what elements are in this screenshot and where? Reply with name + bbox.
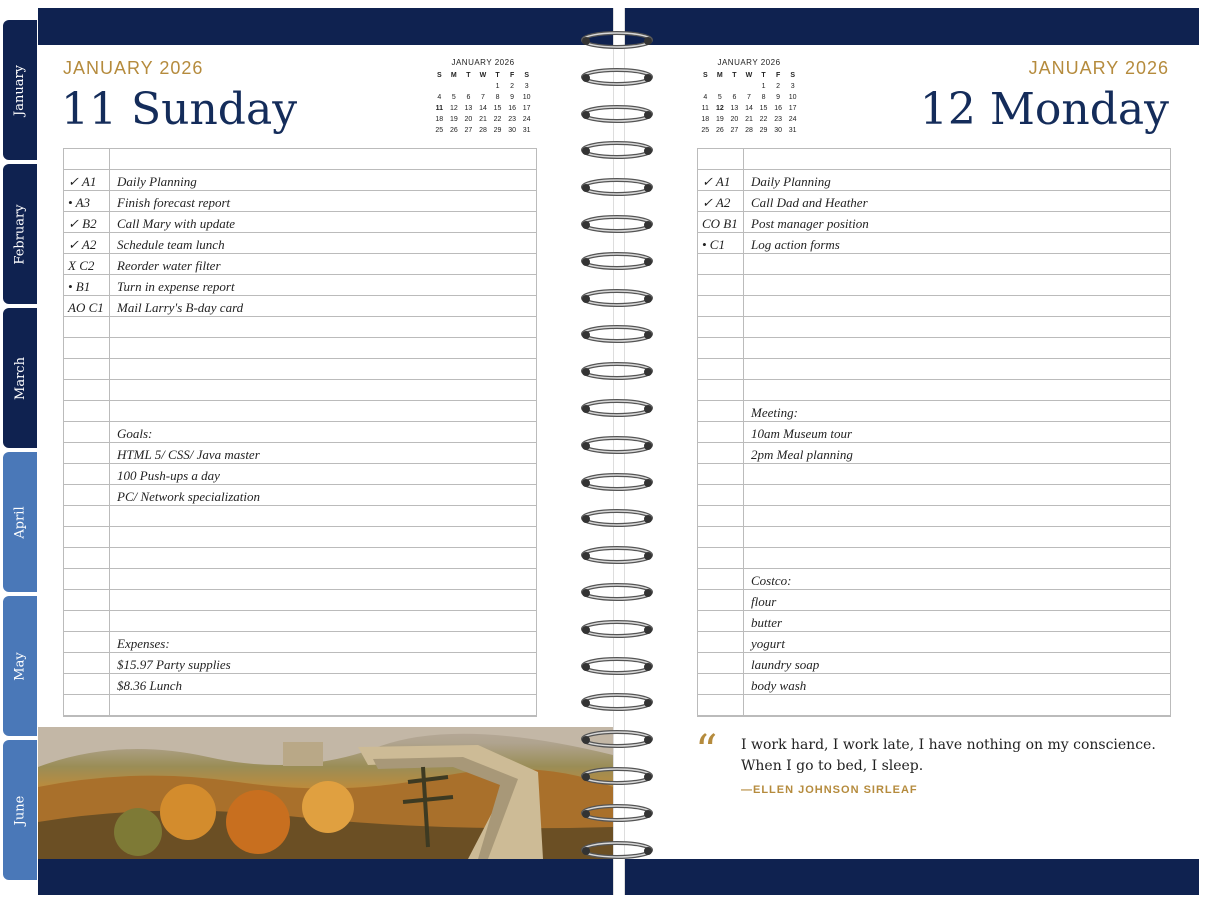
planner-entry — [64, 212, 536, 233]
calendar-day[interactable]: 7 — [747, 94, 751, 101]
spiral-ring — [578, 472, 656, 492]
entry-text: $15.97 Party supplies — [117, 657, 231, 672]
calendar-day[interactable]: 8 — [761, 94, 766, 101]
spiral-ring — [578, 582, 656, 602]
month-tab-march[interactable] — [3, 308, 37, 448]
weekday-label: M — [716, 72, 723, 79]
calendar-day[interactable]: 21 — [745, 116, 753, 123]
spiral-binding — [574, 30, 660, 870]
calendar-day[interactable]: 16 — [508, 105, 516, 112]
calendar-day[interactable]: 31 — [522, 127, 531, 134]
priority-mark: • B1 — [68, 279, 91, 294]
quote-mark-icon: “ — [695, 726, 718, 777]
day-title: 12 Monday — [919, 84, 1169, 135]
day-title: 11 Sunday — [61, 84, 298, 135]
calendar-day[interactable]: 14 — [745, 105, 753, 112]
weekday-label: F — [509, 72, 515, 79]
entry-text: Log action forms — [751, 237, 840, 252]
spiral-ring — [578, 324, 656, 344]
entry-text: Post manager position — [751, 216, 869, 231]
month-tab-february[interactable] — [3, 164, 37, 304]
entry-text: flour — [751, 594, 777, 609]
calendar-day[interactable]: 27 — [730, 127, 739, 134]
spiral-ring — [578, 140, 656, 160]
calendar-day[interactable]: 14 — [479, 105, 487, 112]
spiral-ring — [578, 729, 656, 749]
planner-entry — [698, 569, 1170, 590]
entry-text: 2pm Meal planning — [751, 447, 853, 462]
calendar-day[interactable]: 24 — [522, 116, 531, 123]
weekday-label: T — [466, 72, 471, 79]
month-heading: JANUARY 2026 — [63, 58, 204, 78]
planner-entry — [64, 674, 536, 695]
calendar-day[interactable]: 18 — [435, 116, 444, 123]
priority-mark: ✓ A1 — [68, 174, 97, 189]
mini-calendar-title: JANUARY 2026 — [717, 58, 781, 67]
calendar-day[interactable]: 9 — [776, 94, 781, 101]
spiral-ring — [578, 177, 656, 197]
planner-entry — [64, 443, 536, 464]
entry-text: Call Mary with update — [117, 216, 236, 231]
calendar-day[interactable]: 24 — [788, 116, 797, 123]
calendar-day — [713, 81, 728, 92]
weekday-label: W — [479, 72, 487, 79]
top-band — [625, 8, 1199, 45]
calendar-day[interactable]: 9 — [510, 94, 515, 101]
calendar-day[interactable]: 13 — [730, 105, 739, 112]
month-tab-january[interactable] — [3, 20, 37, 160]
calendar-day[interactable]: 1 — [761, 83, 766, 90]
month-tab-label: March — [12, 356, 28, 400]
spiral-ring — [578, 766, 656, 786]
calendar-day[interactable]: 29 — [493, 127, 502, 134]
planner-entry — [698, 590, 1170, 611]
spiral-ring — [578, 30, 656, 50]
calendar-day[interactable]: 30 — [508, 127, 516, 134]
planner-entry — [64, 464, 536, 485]
photo-illustration — [38, 727, 613, 859]
month-tab-label: January — [12, 64, 28, 116]
calendar-day[interactable]: 25 — [435, 127, 444, 134]
mini-calendar-grid — [698, 70, 800, 136]
planner-entry — [698, 674, 1170, 695]
weekday-label: S — [524, 72, 530, 79]
calendar-day[interactable]: 7 — [481, 94, 485, 101]
calendar-day — [447, 81, 462, 92]
planner-entry — [698, 443, 1170, 464]
planner-entry — [698, 401, 1170, 422]
priority-mark: ✓ A2 — [702, 195, 731, 210]
planner-entry — [698, 212, 1170, 233]
calendar-day[interactable]: 30 — [774, 127, 782, 134]
entry-text: Call Dad and Heather — [751, 195, 868, 210]
weekday-label: T — [495, 72, 500, 79]
mini-calendar — [698, 58, 800, 136]
calendar-day[interactable]: 31 — [788, 127, 797, 134]
calendar-day — [461, 81, 476, 92]
calendar-day — [742, 81, 757, 92]
calendar-day[interactable]: 11 — [435, 105, 443, 112]
calendar-day[interactable]: 15 — [493, 105, 502, 112]
month-tab-may[interactable] — [3, 596, 37, 736]
planner-entry — [698, 653, 1170, 674]
calendar-day[interactable]: 10 — [522, 94, 531, 101]
weekday-label: T — [761, 72, 766, 79]
mini-calendar-grid — [432, 70, 534, 136]
weekday-label: F — [775, 72, 781, 79]
calendar-day — [432, 81, 447, 92]
planner-entry — [64, 296, 536, 317]
spiral-ring — [578, 619, 656, 639]
calendar-day[interactable]: 4 — [703, 94, 708, 101]
entry-text: butter — [751, 615, 783, 630]
planner-entry — [64, 191, 536, 212]
entry-text: Turn in expense report — [117, 279, 235, 294]
calendar-day[interactable]: 28 — [745, 127, 753, 134]
calendar-day[interactable]: 10 — [788, 94, 797, 101]
calendar-day[interactable]: 21 — [479, 116, 487, 123]
weekday-label: W — [745, 72, 753, 79]
priority-mark: • C1 — [702, 237, 725, 252]
entry-text: Goals: — [117, 426, 153, 441]
planner-lines[interactable] — [63, 148, 537, 717]
spiral-ring — [578, 840, 656, 860]
calendar-day[interactable]: 2 — [510, 83, 515, 90]
month-tab-label: April — [12, 505, 28, 539]
quote-author: —ELLEN JOHNSON SIRLEAF — [741, 784, 918, 796]
planner-entry — [64, 422, 536, 443]
weekday-label: T — [732, 72, 737, 79]
month-heading: JANUARY 2026 — [1028, 58, 1169, 78]
planner-entry — [698, 422, 1170, 443]
calendar-day[interactable]: 28 — [479, 127, 487, 134]
entry-text: Finish forecast report — [117, 195, 231, 210]
calendar-day[interactable]: 16 — [774, 105, 782, 112]
month-tab-april[interactable] — [3, 452, 37, 592]
calendar-day[interactable]: 2 — [776, 83, 781, 90]
spiral-ring — [578, 361, 656, 381]
planner-entry — [698, 611, 1170, 632]
entry-text: 10am Museum tour — [751, 426, 853, 441]
calendar-day[interactable]: 19 — [715, 116, 724, 123]
calendar-day[interactable]: 5 — [451, 94, 456, 101]
planner-entry — [698, 632, 1170, 653]
weekday-label: S — [702, 72, 708, 79]
calendar-day[interactable]: 25 — [701, 127, 710, 134]
entry-text: Schedule team lunch — [117, 237, 225, 252]
weekday-label: S — [436, 72, 442, 79]
month-tabs — [3, 20, 39, 890]
calendar-day[interactable]: 29 — [759, 127, 768, 134]
priority-mark: ✓ A1 — [702, 174, 731, 189]
priority-mark: X C2 — [68, 258, 95, 273]
spiral-ring — [578, 692, 656, 712]
priority-mark: ✓ B2 — [68, 216, 97, 231]
spiral-ring — [578, 104, 656, 124]
spiral-ring — [578, 435, 656, 455]
entry-text: Costco: — [751, 573, 792, 588]
great-wall-photo — [38, 727, 613, 859]
quote-text: I work hard, I work late, I have nothing on my conscience. When I go to bed, I sleep. — [741, 737, 1156, 774]
calendar-day[interactable]: 19 — [449, 116, 458, 123]
calendar-day[interactable]: 17 — [522, 105, 531, 112]
spiral-ring — [578, 251, 656, 271]
entry-text: laundry soap — [751, 657, 820, 672]
entry-text: $8.36 Lunch — [117, 678, 182, 693]
priority-mark: • A3 — [68, 195, 91, 210]
calendar-day[interactable]: 22 — [759, 116, 768, 123]
calendar-day[interactable]: 26 — [449, 127, 458, 134]
calendar-day[interactable]: 20 — [464, 116, 473, 123]
spiral-ring — [578, 67, 656, 87]
calendar-day — [476, 81, 491, 92]
calendar-day[interactable]: 13 — [464, 105, 473, 112]
mini-calendar — [432, 58, 534, 136]
entry-text: Daily Planning — [117, 174, 197, 189]
planner-entry — [64, 254, 536, 275]
calendar-day[interactable]: 11 — [701, 105, 709, 112]
entry-text: yogurt — [751, 636, 785, 651]
calendar-day — [698, 81, 713, 92]
bottom-band — [38, 859, 613, 895]
planner-entry — [698, 191, 1170, 212]
calendar-day[interactable]: 5 — [717, 94, 722, 101]
spiral-ring — [578, 656, 656, 676]
weekday-label: M — [450, 72, 457, 79]
spiral-ring — [578, 545, 656, 565]
spiral-ring — [578, 214, 656, 234]
calendar-day[interactable]: 1 — [495, 83, 500, 90]
spiral-ring — [578, 398, 656, 418]
month-tab-label: June — [12, 795, 28, 825]
calendar-day[interactable]: 26 — [715, 127, 724, 134]
calendar-day[interactable]: 12 — [715, 105, 724, 112]
calendar-day[interactable]: 6 — [732, 94, 737, 101]
planner-entry — [698, 233, 1170, 254]
planner-entry — [64, 485, 536, 506]
priority-mark: AO C1 — [68, 300, 104, 315]
calendar-day[interactable]: 22 — [493, 116, 502, 123]
spiral-ring — [578, 288, 656, 308]
calendar-day[interactable]: 18 — [701, 116, 710, 123]
calendar-day[interactable]: 23 — [508, 116, 516, 123]
bottom-band — [625, 859, 1199, 895]
entry-text: Meeting: — [751, 405, 798, 420]
spiral-ring — [578, 803, 656, 823]
calendar-day[interactable]: 15 — [759, 105, 768, 112]
planner-entry — [64, 233, 536, 254]
entry-text: body wash — [751, 678, 807, 693]
calendar-day — [727, 81, 742, 92]
top-band — [38, 8, 613, 45]
weekday-label: S — [790, 72, 796, 79]
planner-lines[interactable] — [697, 148, 1171, 717]
month-tab-label: February — [12, 203, 28, 265]
planner-entry — [64, 653, 536, 674]
mini-calendar-title: JANUARY 2026 — [451, 58, 515, 67]
calendar-day[interactable]: 3 — [790, 83, 795, 90]
entry-text: PC/ Network specialization — [117, 489, 260, 504]
entry-text: 100 Push-ups a day — [117, 468, 220, 483]
spiral-ring — [578, 508, 656, 528]
left-page — [38, 8, 614, 895]
month-tab-label: May — [12, 651, 28, 681]
calendar-day[interactable]: 3 — [524, 83, 529, 90]
calendar-day[interactable]: 8 — [495, 94, 500, 101]
calendar-day[interactable]: 4 — [437, 94, 442, 101]
calendar-day[interactable]: 20 — [730, 116, 739, 123]
planner-entry — [64, 632, 536, 653]
calendar-day[interactable]: 12 — [449, 105, 458, 112]
calendar-day[interactable]: 17 — [788, 105, 797, 112]
planner-entry — [64, 275, 536, 296]
calendar-day[interactable]: 23 — [774, 116, 782, 123]
right-page — [624, 8, 1199, 895]
month-tab-june[interactable] — [3, 740, 37, 880]
priority-mark: ✓ A2 — [68, 237, 97, 252]
planner-entry — [698, 170, 1170, 191]
planner-entry — [64, 170, 536, 191]
entry-text: Reorder water filter — [117, 258, 221, 273]
entry-text: Expenses: — [117, 636, 170, 651]
entry-text: Mail Larry's B-day card — [117, 300, 244, 315]
calendar-day[interactable]: 27 — [464, 127, 473, 134]
entry-text: Daily Planning — [751, 174, 831, 189]
calendar-day[interactable]: 6 — [466, 94, 471, 101]
priority-mark: CO B1 — [702, 216, 738, 231]
entry-text: HTML 5/ CSS/ Java master — [117, 447, 260, 462]
